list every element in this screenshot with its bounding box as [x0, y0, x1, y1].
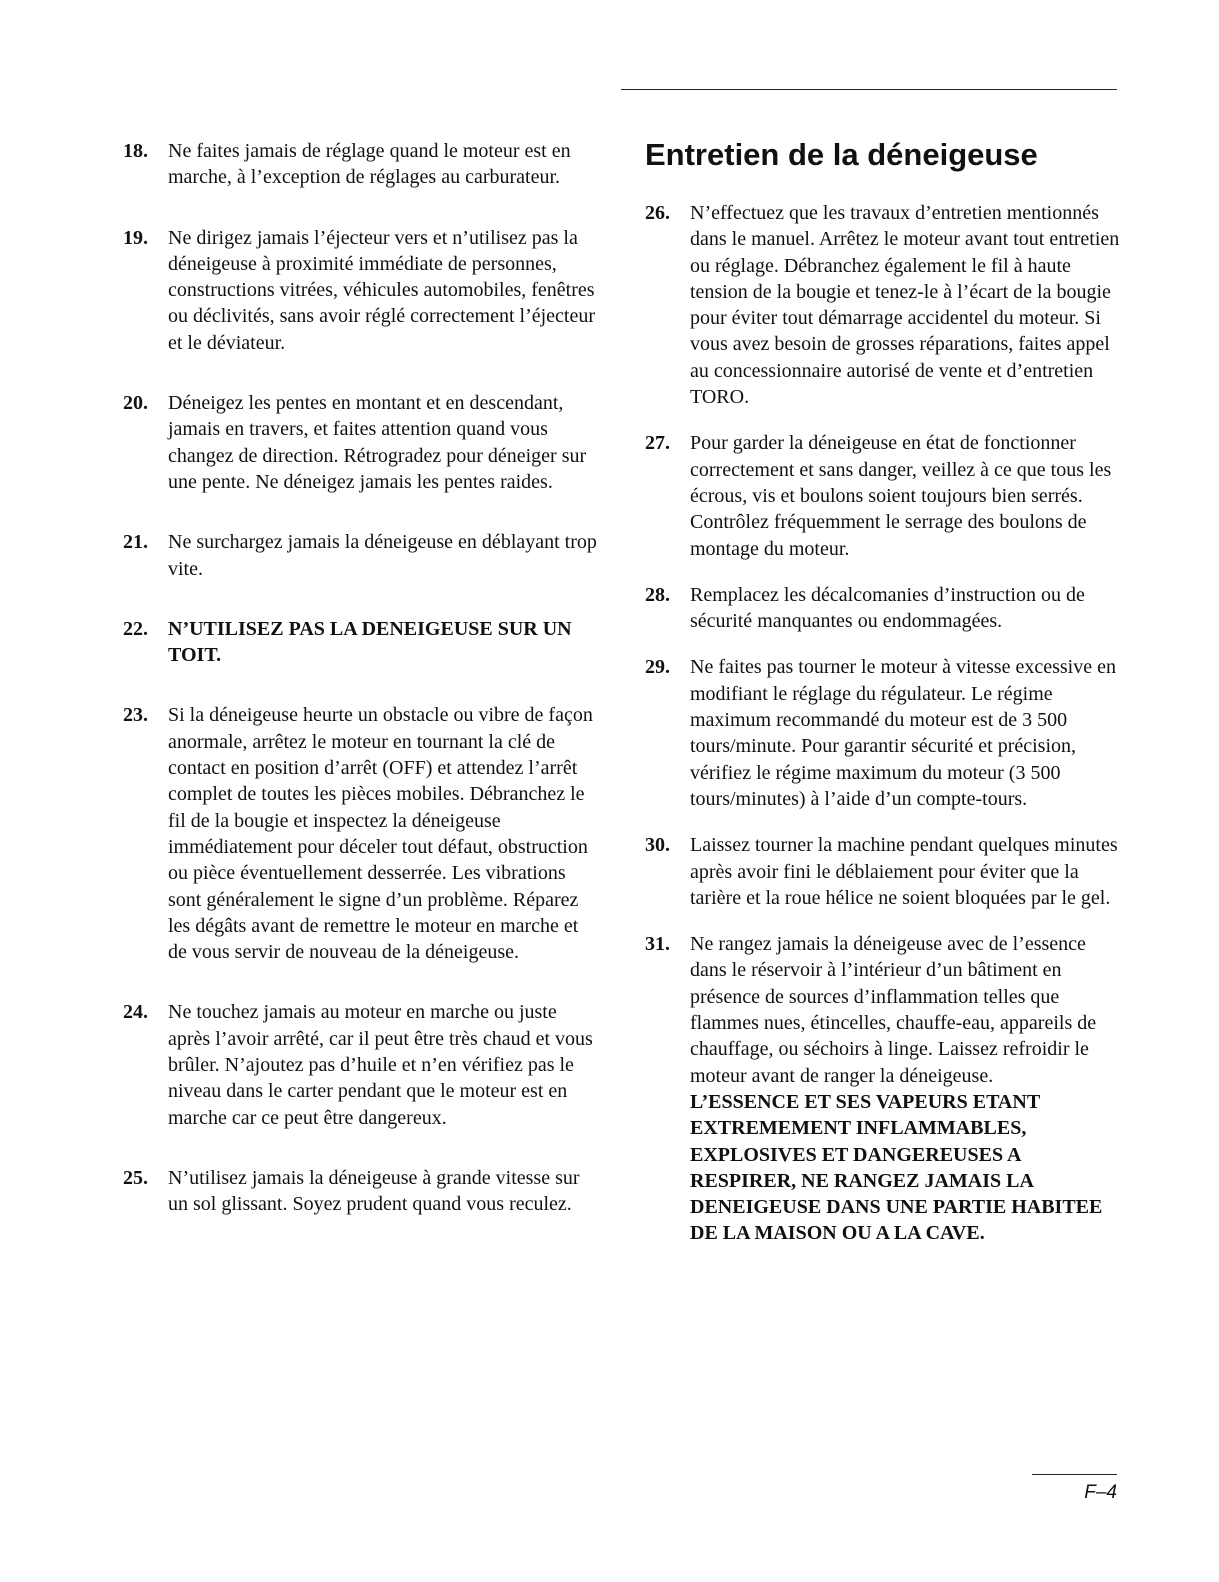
item-text: Ne rangez jamais la déneigeuse avec de l’essence dans le réservoir à l’intérieur d’un bâtiment en présence de sources d’inflammation telles que flammes nues, étincelles, chauffe-eau, appareils de chauffage, ou séchoirs à linge. Laissez refroidir le moteur avant de ranger la déneigeuse. — [690, 933, 1097, 1087]
item-number: 31. — [645, 933, 670, 956]
item-text: Ne dirigez jamais l’éjecteur vers et n’utilisez pas la déneigeuse à proximité immédiate de personnes, constructions vitrées, véhicules automobiles, fenêtres ou déclivités, sans avoir réglé correctement l’éjecteur et le déviateur. — [168, 226, 596, 354]
item-number: 24. — [123, 1001, 148, 1024]
header-rule — [621, 89, 1117, 90]
item-text: N’utilisez jamais la déneigeuse à grande vitesse sur un sol glissant. Soyez prudent quand vous reculez. — [168, 1166, 580, 1216]
item-number: 29. — [645, 656, 670, 679]
left-column — [123, 138, 598, 1252]
list-item-20 — [123, 390, 598, 495]
list-item-28 — [645, 582, 1123, 635]
list-item-23 — [123, 702, 598, 965]
list-item-19 — [123, 225, 598, 356]
list-item-31 — [645, 931, 1123, 1247]
list-item-21 — [123, 529, 598, 582]
section-heading: Entretien de la déneigeuse — [645, 137, 1038, 172]
item-number: 28. — [645, 583, 670, 606]
item-number: 20. — [123, 392, 148, 415]
item-number: 27. — [645, 432, 670, 455]
list-item-25 — [123, 1165, 598, 1218]
list-item-26 — [645, 200, 1123, 410]
list-item-22 — [123, 616, 598, 669]
item-number: 30. — [645, 834, 670, 857]
item-text-warning: N’UTILISEZ PAS LA DENEIGEUSE SUR UN TOIT. — [168, 617, 572, 667]
list-item-29 — [645, 654, 1123, 812]
item-number: 18. — [123, 140, 148, 162]
item-number: 26. — [645, 202, 670, 224]
item-text: Ne faites jamais de réglage quand le moteur est en marche, à l’exception de réglages au carburateur. — [168, 140, 571, 189]
item-text: Si la déneigeuse heurte un obstacle ou vibre de façon anormale, arrêtez le moteur en tournant la clé de contact en position d’arrêt (OFF) et attendez l’arrêt complet de toutes les pièces mobiles. Débranchez le fil de la bougie et inspectez la déneigeuse immédiatement pour déceler tout défaut, obstruction ou pièce éventuellement desserrée. Les vibrations sont généralement le signe d’un problème. Réparez les dégâts avant de remettre le moteur en marche et de vous servir de nouveau de la déneigeuse. — [168, 704, 593, 964]
item-text: Ne touchez jamais au moteur en marche ou juste après l’avoir arrêté, car il peut être très chaud et vous brûler. N’ajoutez pas d’huile et n’en vérifiez pas le niveau dans le carter pendant que le moteur est en marche car ce peut être dangereux. — [168, 1001, 593, 1129]
item-number: 22. — [123, 617, 148, 640]
item-number: 25. — [123, 1166, 148, 1189]
item-number: 19. — [123, 226, 148, 249]
item-text: Laissez tourner la machine pendant quelques minutes après avoir fini le déblaiement pour éviter que la tarière et la roue hélice ne soient bloquées par le gel. — [690, 834, 1118, 909]
list-item-27 — [645, 430, 1123, 561]
item-text: N’effectuez que les travaux d’entretien mentionnés dans le manuel. Arrêtez le moteur avant tout entretien ou réglage. Débranchez également le fil à haute tension de la bougie et tenez-le à l’écart de la bougie pour éviter tout démarrage accidentel du moteur. Si vous avez besoin de grosses réparations, faites appel au concessionnaire autorisé de vente et d’entretien TORO. — [690, 202, 1120, 409]
item-text: Pour garder la déneigeuse en état de fonctionner correctement et sans danger, veillez à ce que tous les écrous, vis et boulons soient toujours bien serrés. Contrôlez fréquemment le serrage des boulons de montage du moteur. — [690, 432, 1112, 560]
footer-rule — [1032, 1474, 1117, 1475]
list-item-18 — [123, 138, 598, 191]
right-column — [645, 135, 1123, 1267]
item-number: 21. — [123, 531, 148, 554]
warning-text: L’ESSENCE ET SES VAPEURS ETANT EXTREMEMENT INFLAMMABLES, EXPLOSIVES ET DANGEREUSES A RESPIRER, NE RANGEZ JAMAIS LA DENEIGEUSE DANS UNE PARTIE HABITEE DE LA MAISON OU A LA CAVE. — [690, 1090, 1103, 1245]
page-number: F–4 — [1084, 1482, 1117, 1503]
item-number: 23. — [123, 704, 148, 727]
list-item-30 — [645, 832, 1123, 911]
item-text: Déneigez les pentes en montant et en descendant, jamais en travers, et faites attention quand vous changez de direction. Rétrogradez pour déneiger sur une pente. Ne déneigez jamais les pentes raides. — [168, 392, 587, 493]
item-text: Remplacez les décalcomanies d’instruction ou de sécurité manquantes ou endommagées. — [690, 583, 1085, 633]
item-text: Ne surchargez jamais la déneigeuse en déblayant trop vite. — [168, 531, 597, 580]
list-item-24 — [123, 999, 598, 1130]
item-text: Ne faites pas tourner le moteur à vitesse excessive en modifiant le réglage du régulateur. Le régime maximum recommandé du moteur est de 3 500 tours/minute. Pour garantir sécurité et précision, vérifiez le régime maximum du moteur (3 500 tours/minutes) à l’aide d’un compte-tours. — [690, 656, 1116, 810]
